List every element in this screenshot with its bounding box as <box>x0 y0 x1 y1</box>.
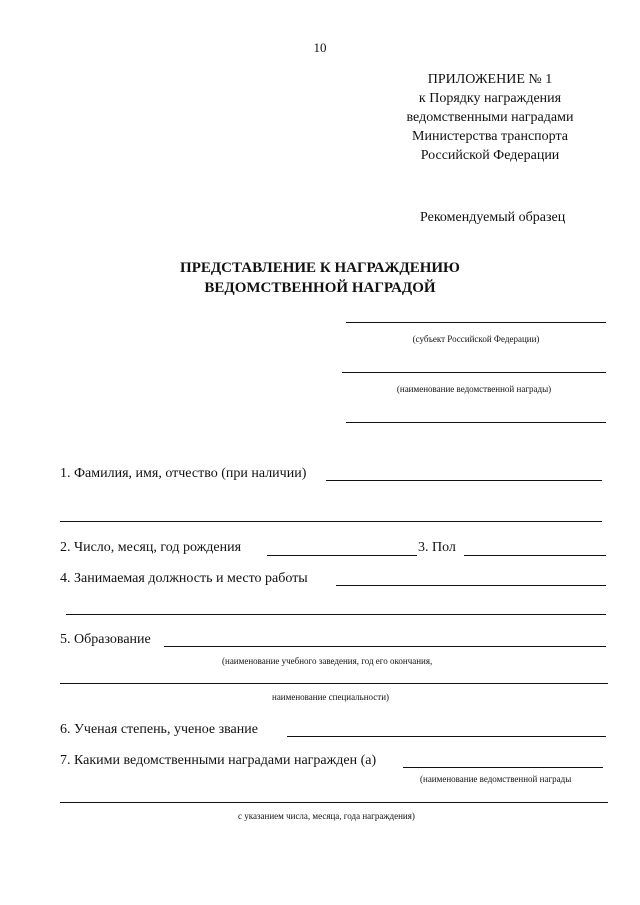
awards-label: 7. Какими ведомственными наградами награжден (а) <box>60 753 377 768</box>
degree-label: 6. Ученая степень, ученое звание <box>60 722 258 737</box>
specialty-field-line[interactable] <box>60 683 608 684</box>
appendix-line-5: Российской Федерации <box>420 148 560 163</box>
subject-caption: (субъект Российской Федерации) <box>412 334 540 344</box>
full-name-field-line[interactable] <box>326 480 602 481</box>
education-field-line[interactable] <box>164 646 606 647</box>
awards-caption: (наименование ведомственной награды <box>420 774 572 784</box>
sex-field-line[interactable] <box>464 555 606 556</box>
full-name-label: 1. Фамилия, имя, отчество (при наличии) <box>60 466 307 481</box>
subject-field-line[interactable] <box>346 322 606 323</box>
appendix-line-2: к Порядку награждения <box>418 91 562 106</box>
appendix-line-1: ПРИЛОЖЕНИЕ № 1 <box>427 72 553 87</box>
recommended-sample-label: Рекомендуемый образец <box>420 210 566 225</box>
position-label: 4. Занимаемая должность и место работы <box>60 571 308 586</box>
sex-label: 3. Пол <box>418 540 456 555</box>
birth-date-field-line[interactable] <box>267 555 417 556</box>
degree-field-line[interactable] <box>287 736 606 737</box>
appendix-line-3: ведомственными наградами <box>406 110 574 125</box>
birth-date-label: 2. Число, месяц, год рождения <box>60 540 242 555</box>
specialty-caption: наименование специальности) <box>272 692 390 702</box>
education-label: 5. Образование <box>60 632 151 647</box>
appendix-line-4: Министерства транспорта <box>412 129 568 144</box>
page-number: 10 <box>313 40 327 55</box>
award-name-field-line[interactable] <box>342 372 606 373</box>
awards-field-line[interactable] <box>403 767 603 768</box>
awards-date-caption: с указанием числа, месяца, года награждения) <box>238 811 415 821</box>
document-title <box>0 258 640 298</box>
education-caption: (наименование учебного заведения, год его окончания, <box>222 656 433 666</box>
extra-header-field-line[interactable] <box>346 422 606 423</box>
awards-continuation-line[interactable] <box>60 802 608 803</box>
title-line-1: ПРЕДСТАВЛЕНИЕ К НАГРАЖДЕНИЮ <box>180 260 460 276</box>
full-name-continuation-line[interactable] <box>60 521 602 522</box>
title-line-2: ВЕДОМСТВЕННОЙ НАГРАДОЙ <box>204 280 436 296</box>
position-field-line[interactable] <box>336 585 606 586</box>
appendix-block <box>380 70 600 165</box>
award-name-caption: (наименование ведомственной награды) <box>396 384 552 394</box>
position-continuation-line[interactable] <box>66 614 606 615</box>
